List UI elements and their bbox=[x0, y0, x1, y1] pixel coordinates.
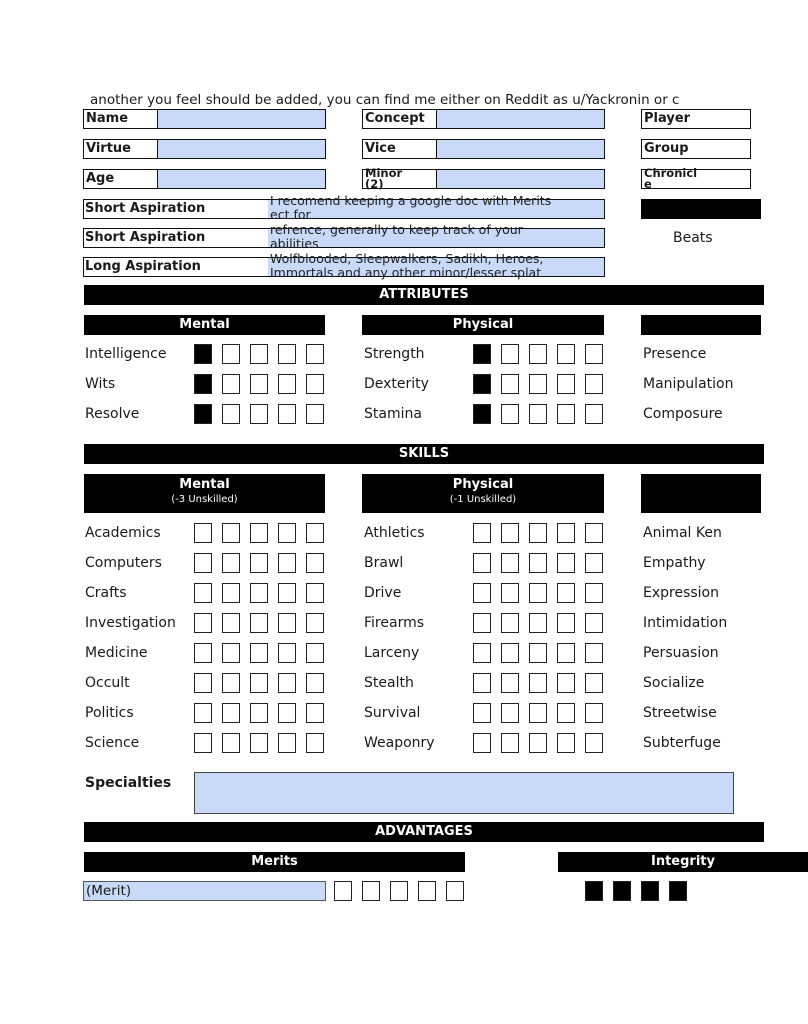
skill-streetwise-label: Streetwise bbox=[643, 705, 717, 721]
merit-dot-4[interactable] bbox=[418, 881, 436, 901]
concept-input[interactable] bbox=[436, 110, 604, 128]
skill-brawl-dot-3[interactable] bbox=[529, 553, 547, 573]
skill-survival-dot-5[interactable] bbox=[585, 703, 603, 723]
merit-dot-2[interactable] bbox=[362, 881, 380, 901]
short-aspiration-1-value[interactable] bbox=[268, 193, 604, 222]
skill-academics-dot-3[interactable] bbox=[250, 523, 268, 543]
skill-weaponry-dot-4[interactable] bbox=[557, 733, 575, 753]
skills-mental-title: Mental bbox=[179, 477, 230, 492]
skill-medicine-dot-4[interactable] bbox=[278, 643, 296, 663]
skill-stealth-dot-4[interactable] bbox=[557, 673, 575, 693]
vice-field[interactable] bbox=[362, 139, 605, 159]
attribute-dexterity-dot-2[interactable] bbox=[501, 374, 519, 394]
skill-empathy-label: Empathy bbox=[643, 555, 706, 571]
age-input[interactable] bbox=[157, 170, 325, 188]
skill-medicine-dot-5[interactable] bbox=[306, 643, 324, 663]
skill-brawl-label: Brawl bbox=[364, 555, 404, 571]
merit-placeholder: (Merit) bbox=[86, 883, 132, 899]
skill-stealth-dot-5[interactable] bbox=[585, 673, 603, 693]
advantages-header: ADVANTAGES bbox=[84, 822, 764, 842]
attribute-composure-label: Composure bbox=[643, 406, 723, 422]
attribute-resolve-dot-1[interactable] bbox=[194, 404, 212, 424]
note-line: refrence, generally to keep track of your bbox=[270, 222, 523, 237]
skill-politics-dot-5[interactable] bbox=[306, 703, 324, 723]
skill-investigation-dot-2[interactable] bbox=[222, 613, 240, 633]
short-aspiration-2 bbox=[83, 228, 273, 248]
note-line: ect for bbox=[270, 207, 311, 222]
age-field[interactable] bbox=[83, 169, 326, 189]
skill-larceny-dot-4[interactable] bbox=[557, 643, 575, 663]
merit-dot-5[interactable] bbox=[446, 881, 464, 901]
long-aspiration-input[interactable] bbox=[268, 251, 605, 280]
attribute-wits-dot-5[interactable] bbox=[306, 374, 324, 394]
skill-animal-ken-label: Animal Ken bbox=[643, 525, 722, 541]
virtue-label: Virtue bbox=[86, 141, 131, 156]
attribute-strength-dot-5[interactable] bbox=[585, 344, 603, 364]
skill-computers-dot-5[interactable] bbox=[306, 553, 324, 573]
skill-firearms-dot-5[interactable] bbox=[585, 613, 603, 633]
attribute-dexterity-dot-5[interactable] bbox=[585, 374, 603, 394]
skill-politics-label: Politics bbox=[85, 705, 134, 721]
name-input[interactable] bbox=[157, 110, 325, 128]
skill-politics-dot-3[interactable] bbox=[250, 703, 268, 723]
skill-crafts-label: Crafts bbox=[85, 585, 127, 601]
skill-survival-dot-2[interactable] bbox=[501, 703, 519, 723]
skill-survival-dot-3[interactable] bbox=[529, 703, 547, 723]
skill-academics-dot-4[interactable] bbox=[278, 523, 296, 543]
name-label: Name bbox=[86, 111, 129, 126]
skill-firearms-label: Firearms bbox=[364, 615, 425, 631]
specialties-label: Specialties bbox=[85, 775, 172, 791]
attribute-strength-dot-4[interactable] bbox=[557, 344, 575, 364]
skill-drive-dot-2[interactable] bbox=[501, 583, 519, 603]
skill-occult-dot-3[interactable] bbox=[250, 673, 268, 693]
skill-occult-dot-4[interactable] bbox=[278, 673, 296, 693]
skills-header: SKILLS bbox=[84, 444, 764, 464]
skill-brawl-dot-4[interactable] bbox=[557, 553, 575, 573]
chronicle-label: Chronicle bbox=[644, 166, 698, 191]
skill-academics-dot-1[interactable] bbox=[194, 523, 212, 543]
attribute-intelligence-dot-1[interactable] bbox=[194, 344, 212, 364]
age-label: Age bbox=[86, 171, 115, 186]
skill-investigation-dot-3[interactable] bbox=[250, 613, 268, 633]
short-aspiration-1-label: Short Aspiration bbox=[85, 201, 206, 216]
skill-occult-dot-2[interactable] bbox=[222, 673, 240, 693]
note-line: Immortals and any other minor/lesser splat bbox=[270, 265, 542, 280]
vice-input[interactable] bbox=[436, 140, 604, 158]
skill-larceny-dot-3[interactable] bbox=[529, 643, 547, 663]
integrity-box-4[interactable] bbox=[669, 881, 687, 901]
short-aspiration-2-input[interactable] bbox=[268, 222, 605, 251]
attribute-resolve-dot-2[interactable] bbox=[222, 404, 240, 424]
attribute-wits-dot-3[interactable] bbox=[250, 374, 268, 394]
attribute-stamina-dot-1[interactable] bbox=[473, 404, 491, 424]
virtue-field[interactable] bbox=[83, 139, 326, 159]
skill-stealth-dot-3[interactable] bbox=[529, 673, 547, 693]
attribute-stamina-dot-2[interactable] bbox=[501, 404, 519, 424]
concept-field[interactable] bbox=[362, 109, 605, 129]
note-line: abilities bbox=[270, 236, 319, 251]
skill-crafts-dot-1[interactable] bbox=[194, 583, 212, 603]
skill-crafts-dot-4[interactable] bbox=[278, 583, 296, 603]
skill-stealth-dot-1[interactable] bbox=[473, 673, 491, 693]
long-aspiration bbox=[83, 257, 273, 277]
skill-survival-dot-1[interactable] bbox=[473, 703, 491, 723]
merits-header: Merits bbox=[84, 852, 465, 872]
player-field[interactable] bbox=[641, 109, 751, 129]
attribute-stamina-label: Stamina bbox=[364, 406, 422, 422]
skill-stealth-label: Stealth bbox=[364, 675, 414, 691]
name-field[interactable] bbox=[83, 109, 326, 129]
skill-computers-label: Computers bbox=[85, 555, 162, 571]
attributes-mental-header: Mental bbox=[84, 315, 325, 335]
skill-drive-dot-3[interactable] bbox=[529, 583, 547, 603]
minor-input[interactable] bbox=[436, 170, 604, 188]
skill-firearms-dot-2[interactable] bbox=[501, 613, 519, 633]
group-label: Group bbox=[644, 141, 689, 156]
short-aspiration-2-label: Short Aspiration bbox=[85, 230, 206, 245]
skill-politics-dot-4[interactable] bbox=[278, 703, 296, 723]
attribute-wits-label: Wits bbox=[85, 376, 116, 392]
skill-intimidation-label: Intimidation bbox=[643, 615, 728, 631]
note-line: I recomend keeping a google doc with Merits bbox=[270, 193, 552, 208]
skill-medicine-dot-1[interactable] bbox=[194, 643, 212, 663]
skill-persuasion-label: Persuasion bbox=[643, 645, 719, 661]
skill-larceny-dot-1[interactable] bbox=[473, 643, 491, 663]
note-line: Wolfblooded, Sleepwalkers, Sadikh, Heroes, bbox=[270, 251, 544, 266]
skills-physical-header bbox=[362, 474, 604, 513]
specialties-input[interactable] bbox=[194, 772, 734, 814]
skill-athletics-dot-4[interactable] bbox=[557, 523, 575, 543]
concept-label: Concept bbox=[365, 111, 425, 126]
skill-weaponry-label: Weaponry bbox=[364, 735, 435, 751]
skill-brawl-dot-5[interactable] bbox=[585, 553, 603, 573]
integrity-box-1[interactable] bbox=[585, 881, 603, 901]
merit-dot-1[interactable] bbox=[334, 881, 352, 901]
integrity-header: Integrity bbox=[558, 852, 808, 872]
short-aspiration-1-input[interactable] bbox=[268, 193, 605, 222]
attribute-wits-dot-2[interactable] bbox=[222, 374, 240, 394]
beats-label: Beats bbox=[673, 230, 713, 246]
attributes-header: ATTRIBUTES bbox=[84, 285, 764, 305]
attribute-resolve-dot-4[interactable] bbox=[278, 404, 296, 424]
skill-science-dot-5[interactable] bbox=[306, 733, 324, 753]
skills-social-header bbox=[641, 474, 761, 513]
attribute-strength-dot-2[interactable] bbox=[501, 344, 519, 364]
skill-occult-label: Occult bbox=[85, 675, 130, 691]
skill-medicine-dot-2[interactable] bbox=[222, 643, 240, 663]
skills-mental-note: (-3 Unskilled) bbox=[171, 494, 238, 505]
skill-brawl-dot-2[interactable] bbox=[501, 553, 519, 573]
skill-larceny-label: Larceny bbox=[364, 645, 420, 661]
attribute-wits-dot-1[interactable] bbox=[194, 374, 212, 394]
skill-athletics-dot-1[interactable] bbox=[473, 523, 491, 543]
attribute-intelligence-dot-5[interactable] bbox=[306, 344, 324, 364]
skill-firearms-dot-1[interactable] bbox=[473, 613, 491, 633]
skill-athletics-dot-2[interactable] bbox=[501, 523, 519, 543]
attribute-resolve-dot-3[interactable] bbox=[250, 404, 268, 424]
beats-header bbox=[641, 199, 761, 219]
skill-computers-dot-4[interactable] bbox=[278, 553, 296, 573]
skill-athletics-dot-5[interactable] bbox=[585, 523, 603, 543]
skill-occult-dot-5[interactable] bbox=[306, 673, 324, 693]
skill-larceny-dot-5[interactable] bbox=[585, 643, 603, 663]
player-label: Player bbox=[644, 111, 691, 126]
attribute-presence-label: Presence bbox=[643, 346, 707, 362]
skill-drive-label: Drive bbox=[364, 585, 402, 601]
merit-dot-3[interactable] bbox=[390, 881, 408, 901]
skill-occult-dot-1[interactable] bbox=[194, 673, 212, 693]
skill-weaponry-dot-5[interactable] bbox=[585, 733, 603, 753]
attribute-strength-dot-3[interactable] bbox=[529, 344, 547, 364]
skill-brawl-dot-1[interactable] bbox=[473, 553, 491, 573]
attribute-resolve-dot-5[interactable] bbox=[306, 404, 324, 424]
skill-crafts-dot-2[interactable] bbox=[222, 583, 240, 603]
skill-subterfuge-label: Subterfuge bbox=[643, 735, 721, 751]
attribute-wits-dot-4[interactable] bbox=[278, 374, 296, 394]
attribute-stamina-dot-4[interactable] bbox=[557, 404, 575, 424]
attribute-dexterity-dot-3[interactable] bbox=[529, 374, 547, 394]
attribute-strength-label: Strength bbox=[364, 346, 425, 362]
skill-weaponry-dot-1[interactable] bbox=[473, 733, 491, 753]
intro-text: another you feel should be added, you can find me either on Reddit as u/Yackronin or c bbox=[90, 92, 680, 108]
skill-politics-dot-1[interactable] bbox=[194, 703, 212, 723]
skill-weaponry-dot-2[interactable] bbox=[501, 733, 519, 753]
skill-firearms-dot-3[interactable] bbox=[529, 613, 547, 633]
skill-science-dot-4[interactable] bbox=[278, 733, 296, 753]
skill-drive-dot-1[interactable] bbox=[473, 583, 491, 603]
attribute-dexterity-dot-4[interactable] bbox=[557, 374, 575, 394]
minor-field[interactable] bbox=[362, 166, 605, 191]
attribute-intelligence-label: Intelligence bbox=[85, 346, 167, 362]
skill-investigation-dot-1[interactable] bbox=[194, 613, 212, 633]
skill-firearms-dot-4[interactable] bbox=[557, 613, 575, 633]
long-aspiration-label: Long Aspiration bbox=[85, 259, 201, 274]
skill-investigation-dot-5[interactable] bbox=[306, 613, 324, 633]
skill-athletics-label: Athletics bbox=[364, 525, 425, 541]
skill-computers-dot-2[interactable] bbox=[222, 553, 240, 573]
minor-label: Minor (2) bbox=[365, 166, 403, 191]
skill-medicine-label: Medicine bbox=[85, 645, 148, 661]
skill-larceny-dot-2[interactable] bbox=[501, 643, 519, 663]
short-aspiration-1 bbox=[83, 199, 273, 219]
skill-science-dot-3[interactable] bbox=[250, 733, 268, 753]
skill-socialize-label: Socialize bbox=[643, 675, 705, 691]
attribute-resolve-label: Resolve bbox=[85, 406, 140, 422]
long-aspiration-value[interactable] bbox=[268, 251, 604, 280]
skill-investigation-label: Investigation bbox=[85, 615, 176, 631]
chronicle-field[interactable] bbox=[641, 166, 751, 191]
integrity-box-2[interactable] bbox=[613, 881, 631, 901]
attribute-stamina-dot-5[interactable] bbox=[585, 404, 603, 424]
skill-medicine-dot-3[interactable] bbox=[250, 643, 268, 663]
group-field[interactable] bbox=[641, 139, 751, 159]
attribute-intelligence-dot-4[interactable] bbox=[278, 344, 296, 364]
vice-label: Vice bbox=[365, 141, 396, 156]
attribute-dexterity-label: Dexterity bbox=[364, 376, 429, 392]
attribute-intelligence-dot-2[interactable] bbox=[222, 344, 240, 364]
skills-physical-note: (-1 Unskilled) bbox=[449, 494, 517, 505]
attribute-intelligence-dot-3[interactable] bbox=[250, 344, 268, 364]
skill-science-dot-2[interactable] bbox=[222, 733, 240, 753]
merit-field[interactable] bbox=[83, 881, 326, 901]
skills-mental-header bbox=[84, 474, 325, 513]
skill-computers-dot-3[interactable] bbox=[250, 553, 268, 573]
skill-computers-dot-1[interactable] bbox=[194, 553, 212, 573]
virtue-input[interactable] bbox=[157, 140, 325, 158]
merit-input[interactable] bbox=[84, 882, 325, 900]
skill-drive-dot-4[interactable] bbox=[557, 583, 575, 603]
skill-survival-dot-4[interactable] bbox=[557, 703, 575, 723]
attribute-dexterity-dot-1[interactable] bbox=[473, 374, 491, 394]
attributes-physical-header: Physical bbox=[362, 315, 604, 335]
skill-athletics-dot-3[interactable] bbox=[529, 523, 547, 543]
integrity-box-3[interactable] bbox=[641, 881, 659, 901]
attributes-social-header bbox=[641, 315, 761, 335]
skill-expression-label: Expression bbox=[643, 585, 719, 601]
skill-weaponry-dot-3[interactable] bbox=[529, 733, 547, 753]
skill-science-dot-1[interactable] bbox=[194, 733, 212, 753]
skill-academics-label: Academics bbox=[85, 525, 161, 541]
skill-academics-dot-5[interactable] bbox=[306, 523, 324, 543]
skill-investigation-dot-4[interactable] bbox=[278, 613, 296, 633]
attribute-strength-dot-1[interactable] bbox=[473, 344, 491, 364]
skill-drive-dot-5[interactable] bbox=[585, 583, 603, 603]
skill-academics-dot-2[interactable] bbox=[222, 523, 240, 543]
attribute-stamina-dot-3[interactable] bbox=[529, 404, 547, 424]
skill-stealth-dot-2[interactable] bbox=[501, 673, 519, 693]
skill-politics-dot-2[interactable] bbox=[222, 703, 240, 723]
skill-science-label: Science bbox=[85, 735, 140, 751]
skills-physical-title: Physical bbox=[452, 477, 514, 492]
short-aspiration-2-value[interactable] bbox=[268, 222, 604, 251]
skill-crafts-dot-3[interactable] bbox=[250, 583, 268, 603]
skill-crafts-dot-5[interactable] bbox=[306, 583, 324, 603]
attribute-manipulation-label: Manipulation bbox=[643, 376, 734, 392]
skill-survival-label: Survival bbox=[364, 705, 421, 721]
